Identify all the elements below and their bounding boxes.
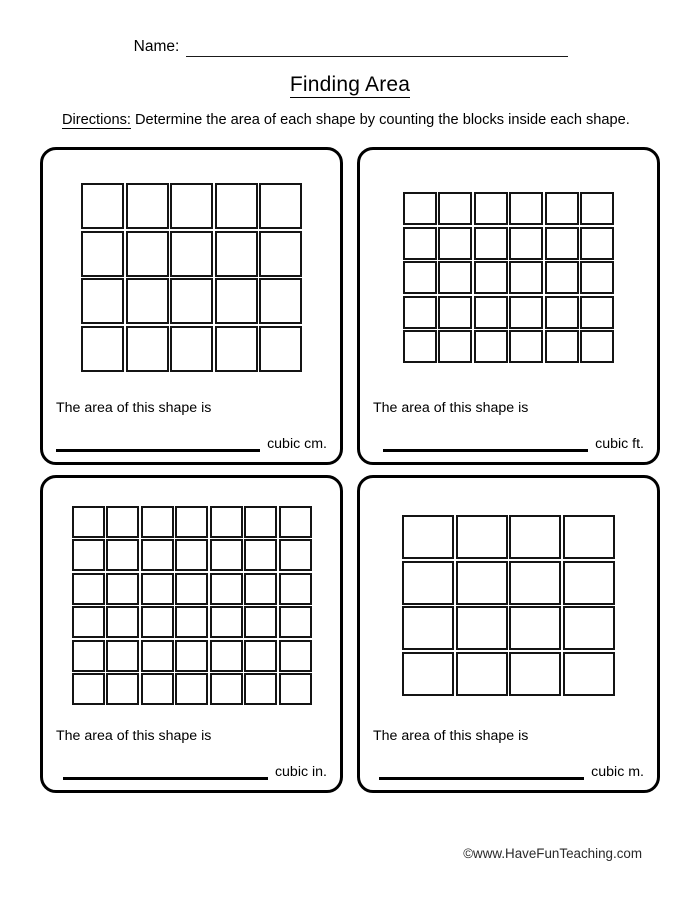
footer-copyright: ©www.HaveFunTeaching.com <box>463 846 642 861</box>
grid-cell <box>509 561 561 605</box>
grid-cell <box>259 183 302 229</box>
shape-area-2 <box>360 150 657 400</box>
grid-cell <box>456 606 508 650</box>
grid-cell <box>72 573 105 605</box>
grid-cell <box>141 640 174 672</box>
answer-row-4 <box>373 764 644 780</box>
grid-cell <box>106 606 139 638</box>
problem-card-3 <box>40 475 343 793</box>
grid-cell <box>175 573 208 605</box>
grid-cell <box>106 573 139 605</box>
grid-cell <box>106 539 139 571</box>
grid-cell <box>509 606 561 650</box>
grid-cell <box>563 652 615 696</box>
grid-cell <box>170 183 213 229</box>
grid-cell <box>438 330 472 363</box>
grid-cell <box>215 183 258 229</box>
grid-cell <box>580 261 614 294</box>
grid-cell <box>259 326 302 372</box>
grid-cell <box>509 227 543 260</box>
grid-cell <box>72 606 105 638</box>
directions-label: Directions: <box>62 112 131 128</box>
grid-cell <box>456 515 508 559</box>
grid-cell <box>81 278 124 324</box>
grid-cell <box>509 261 543 294</box>
grid-cell <box>509 515 561 559</box>
grid-cell <box>215 231 258 277</box>
grid-cell <box>279 539 312 571</box>
grid-cell <box>244 539 277 571</box>
directions <box>62 110 638 131</box>
grid-cell <box>175 506 208 538</box>
grid-cell <box>126 183 169 229</box>
grid-cell <box>580 330 614 363</box>
block-grid-4 <box>402 515 615 696</box>
grid-cell <box>474 330 508 363</box>
grid-cell <box>563 606 615 650</box>
answer-prompt-2: The area of this shape is <box>373 399 529 416</box>
shape-area-3 <box>43 478 340 728</box>
grid-cell <box>175 539 208 571</box>
answer-blank-1[interactable] <box>56 438 260 452</box>
grid-cell <box>259 278 302 324</box>
grid-cell <box>106 673 139 705</box>
grid-cell <box>72 640 105 672</box>
grid-cell <box>456 561 508 605</box>
grid-cell <box>81 231 124 277</box>
directions-text: Determine the area of each shape by counting the blocks inside each shape. <box>134 112 630 128</box>
grid-cell <box>580 227 614 260</box>
grid-cell <box>210 606 243 638</box>
grid-cell <box>545 192 579 225</box>
problem-grid <box>40 147 660 793</box>
problem-card-4 <box>357 475 660 793</box>
name-label: Name: <box>133 38 180 55</box>
grid-cell <box>279 606 312 638</box>
grid-cell <box>474 192 508 225</box>
answer-prompt-3: The area of this shape is <box>56 727 212 744</box>
grid-cell <box>474 261 508 294</box>
grid-cell <box>545 227 579 260</box>
grid-cell <box>141 506 174 538</box>
grid-cell <box>72 673 105 705</box>
block-grid-2 <box>403 192 615 363</box>
grid-cell <box>580 192 614 225</box>
problem-card-2 <box>357 147 660 465</box>
grid-cell <box>81 326 124 372</box>
answer-unit-2: cubic ft. <box>595 435 644 452</box>
answer-unit-4: cubic m. <box>591 763 644 780</box>
grid-cell <box>545 330 579 363</box>
answer-prompt-1: The area of this shape is <box>56 399 212 416</box>
answer-row-3 <box>56 764 327 780</box>
grid-cell <box>244 506 277 538</box>
grid-cell <box>244 673 277 705</box>
shape-area-4 <box>360 478 657 728</box>
grid-cell <box>403 296 437 329</box>
grid-cell <box>438 296 472 329</box>
answer-unit-3: cubic in. <box>274 763 327 780</box>
grid-cell <box>210 573 243 605</box>
grid-cell <box>141 573 174 605</box>
grid-cell <box>474 227 508 260</box>
grid-cell <box>403 261 437 294</box>
grid-cell <box>72 539 105 571</box>
grid-cell <box>403 192 437 225</box>
grid-cell <box>403 227 437 260</box>
page-title-text: Finding Area <box>289 73 411 96</box>
grid-cell <box>244 573 277 605</box>
grid-cell <box>81 183 124 229</box>
grid-cell <box>106 640 139 672</box>
grid-cell <box>210 673 243 705</box>
grid-cell <box>509 192 543 225</box>
grid-cell <box>141 539 174 571</box>
block-grid-3 <box>72 506 312 706</box>
block-grid-1 <box>81 183 302 372</box>
grid-cell <box>279 506 312 538</box>
grid-cell <box>402 606 454 650</box>
grid-cell <box>438 227 472 260</box>
grid-cell <box>170 326 213 372</box>
grid-cell <box>175 673 208 705</box>
grid-cell <box>141 673 174 705</box>
answer-row-1 <box>56 436 327 452</box>
grid-cell <box>545 261 579 294</box>
problem-card-1 <box>40 147 343 465</box>
answer-unit-1: cubic cm. <box>267 435 327 452</box>
answer-section-1 <box>43 400 340 462</box>
grid-cell <box>456 652 508 696</box>
grid-cell <box>215 326 258 372</box>
answer-blank-2[interactable] <box>383 438 588 452</box>
grid-cell <box>141 606 174 638</box>
grid-cell <box>244 640 277 672</box>
grid-cell <box>126 326 169 372</box>
grid-cell <box>259 231 302 277</box>
grid-cell <box>170 278 213 324</box>
grid-cell <box>580 296 614 329</box>
grid-cell <box>402 652 454 696</box>
grid-cell <box>563 561 615 605</box>
grid-cell <box>126 278 169 324</box>
grid-cell <box>402 561 454 605</box>
grid-cell <box>210 539 243 571</box>
answer-section-4 <box>360 728 657 790</box>
grid-cell <box>563 515 615 559</box>
answer-prompt-4: The area of this shape is <box>373 727 529 744</box>
grid-cell <box>509 296 543 329</box>
grid-cell <box>438 261 472 294</box>
grid-cell <box>126 231 169 277</box>
grid-cell <box>509 652 561 696</box>
grid-cell <box>244 606 277 638</box>
answer-section-3 <box>43 728 340 790</box>
grid-cell <box>215 278 258 324</box>
grid-cell <box>170 231 213 277</box>
grid-cell <box>403 330 437 363</box>
grid-cell <box>210 506 243 538</box>
grid-cell <box>279 673 312 705</box>
name-input-line[interactable] <box>186 41 568 57</box>
grid-cell <box>545 296 579 329</box>
grid-cell <box>279 640 312 672</box>
answer-row-2 <box>373 436 644 452</box>
grid-cell <box>279 573 312 605</box>
grid-cell <box>509 330 543 363</box>
grid-cell <box>438 192 472 225</box>
answer-blank-3[interactable] <box>63 766 268 780</box>
grid-cell <box>402 515 454 559</box>
grid-cell <box>72 506 105 538</box>
grid-cell <box>175 640 208 672</box>
grid-cell <box>106 506 139 538</box>
shape-area-1 <box>43 150 340 400</box>
answer-section-2 <box>360 400 657 462</box>
answer-blank-4[interactable] <box>379 766 584 780</box>
grid-cell <box>210 640 243 672</box>
page-title <box>0 73 700 97</box>
grid-cell <box>474 296 508 329</box>
name-field-row <box>0 0 700 57</box>
grid-cell <box>175 606 208 638</box>
